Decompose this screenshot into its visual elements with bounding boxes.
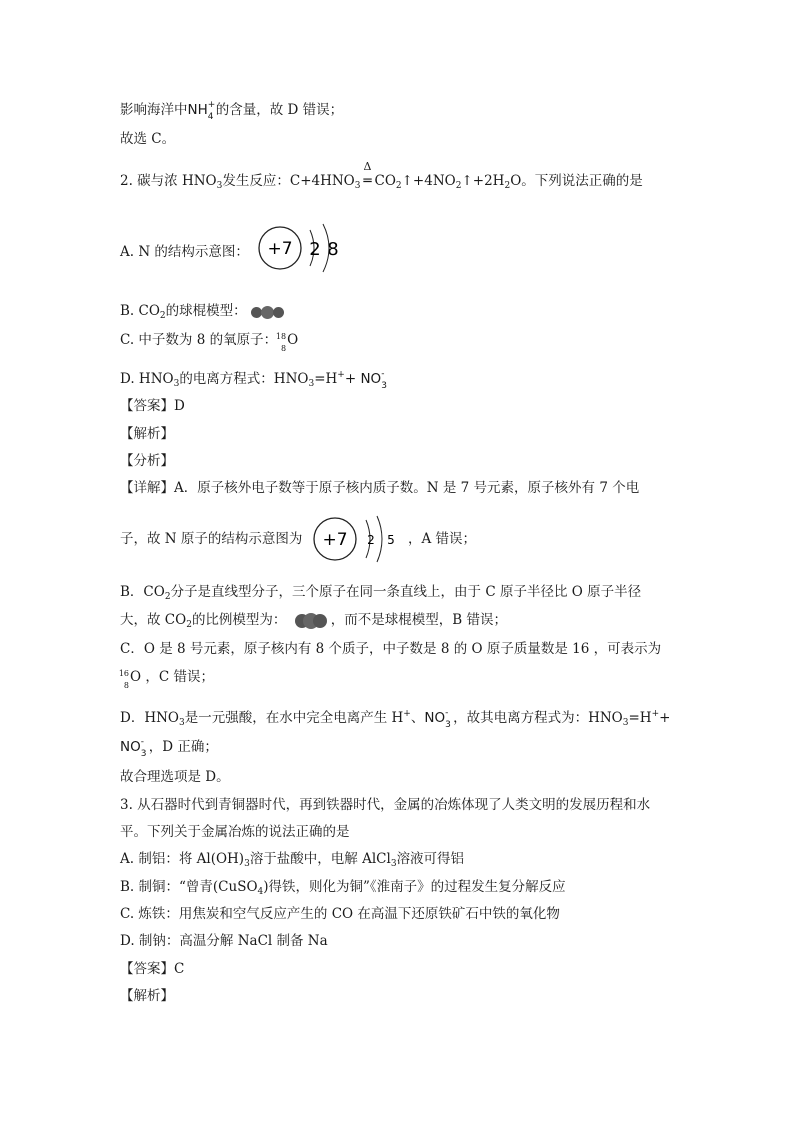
option-a: A. N 的结构示意图： <box>120 244 249 260</box>
q3-option-d: D. 制钠：高温分解 NaCl 制备 Na <box>120 933 328 949</box>
co2-space-filling-model <box>295 613 327 629</box>
ammonium-ion: NH + 4 <box>187 100 216 122</box>
question-3-stem: 平。下列关于金属冶炼的说法正确的是 <box>120 824 350 840</box>
text: ，A 错误； <box>408 531 477 547</box>
nitrogen-atom-diagram-wrong <box>255 222 350 282</box>
answer-label: 【答案】C <box>120 961 185 977</box>
co2-ball-stick-model <box>251 305 285 319</box>
explanation-line: B．$CO_2$分子是直线型分子，三个原子在同一条直线上，由于 C 原子半径比 O 原子半径 <box>120 584 642 602</box>
answer-label: 【答案】D <box>120 398 185 414</box>
analysis-label: 【解析】 <box>120 988 174 1004</box>
shell-arc-2 <box>377 516 382 562</box>
explanation-line: 子，故 N 原子的结构示意图为 <box>120 531 303 547</box>
option-c: C. 中子数为 8 的氧原子： 18 8 O <box>120 332 299 353</box>
text-line: 故选 C。 <box>120 131 176 147</box>
delta-symbol: Δ <box>363 160 372 173</box>
explanation-line: 大，故 $CO_2$的比例模型为： ，而不是球棍模型，B 错误； <box>120 612 507 630</box>
nucleus-charge: +7 <box>322 530 348 550</box>
question-3-stem: 3. 从石器时代到青铜器时代，再到铁器时代，金属的冶炼体现了人类文明的发展历程和水 <box>120 797 651 813</box>
text-line <box>120 100 344 122</box>
explanation-line: NO - 3 ，D 正确； <box>120 737 218 759</box>
shell1-count: 2 <box>309 239 321 260</box>
nitrogen-atom-diagram-correct <box>311 512 406 568</box>
isotope-notation: 18 8 <box>275 332 287 353</box>
question-2-stem: 2. 碳与浓 $HNO_3$发生反应：$C+4HNO_3$ Δ ═ $CO_2↑+4NO_2↑+2H_2O$。下列说法正确的是 <box>120 160 643 191</box>
option-d: D. $HNO_3$的电离方程式：$HNO_3=H^++$ NO - 3 <box>120 369 387 391</box>
q3-option-a: A. 制铝：将 $Al(OH)_3$溶于盐酸中，电解 AlCl$_3$溶液可得铝 <box>120 851 465 869</box>
shell1-count: 2 <box>367 533 375 547</box>
explanation-line: D．$HNO_3$是一元强酸，在水中完全电离产生 H+、NO - 3 ，故其电离方程式为：$HNO_3=H^++$ <box>120 708 671 730</box>
nitrate-ion: NO - 3 <box>120 737 147 759</box>
explanation-line: C．O 是 8 号元素，原子核内有 8 个质子，中子数是 8 的 O 原子质量数是 16 ，可表示为 <box>120 641 662 657</box>
option-b: B. $CO_2$的球棍模型： <box>120 302 285 325</box>
explanation-line: 【详解】A．原子核外电子数等于原子核内质子数。N 是 7 号元素，原子核外有 7 个电 <box>120 480 640 496</box>
shell2-count: 8 <box>327 239 339 260</box>
analysis-label: 【解析】 <box>120 426 174 442</box>
q3-option-c: C. 炼铁：用焦炭和空气反应产生的 CO 在高温下还原铁矿石中铁的氧化物 <box>120 906 560 922</box>
nitrate-ion: NO - 3 <box>424 708 451 730</box>
explanation-line: 故合理选项是 D。 <box>120 769 230 785</box>
analysis-sub-label: 【分析】 <box>120 453 174 469</box>
isotope-notation: 16 8 <box>118 669 129 690</box>
explanation-line: 16 8 O ，C 错误； <box>118 669 214 690</box>
q3-option-b: B. 制铜：“曾青(CuSO$_4$)得铁，则化为铜”《淮南子》的过程发生复分解反应 <box>120 879 566 897</box>
nucleus-charge: +7 <box>267 239 293 259</box>
text: 的含量，故 D 错误； <box>215 102 344 118</box>
shell2-count: 5 <box>387 533 395 547</box>
text: 影响海洋中 <box>120 102 188 118</box>
nitrate-ion: NO - 3 <box>360 369 387 391</box>
